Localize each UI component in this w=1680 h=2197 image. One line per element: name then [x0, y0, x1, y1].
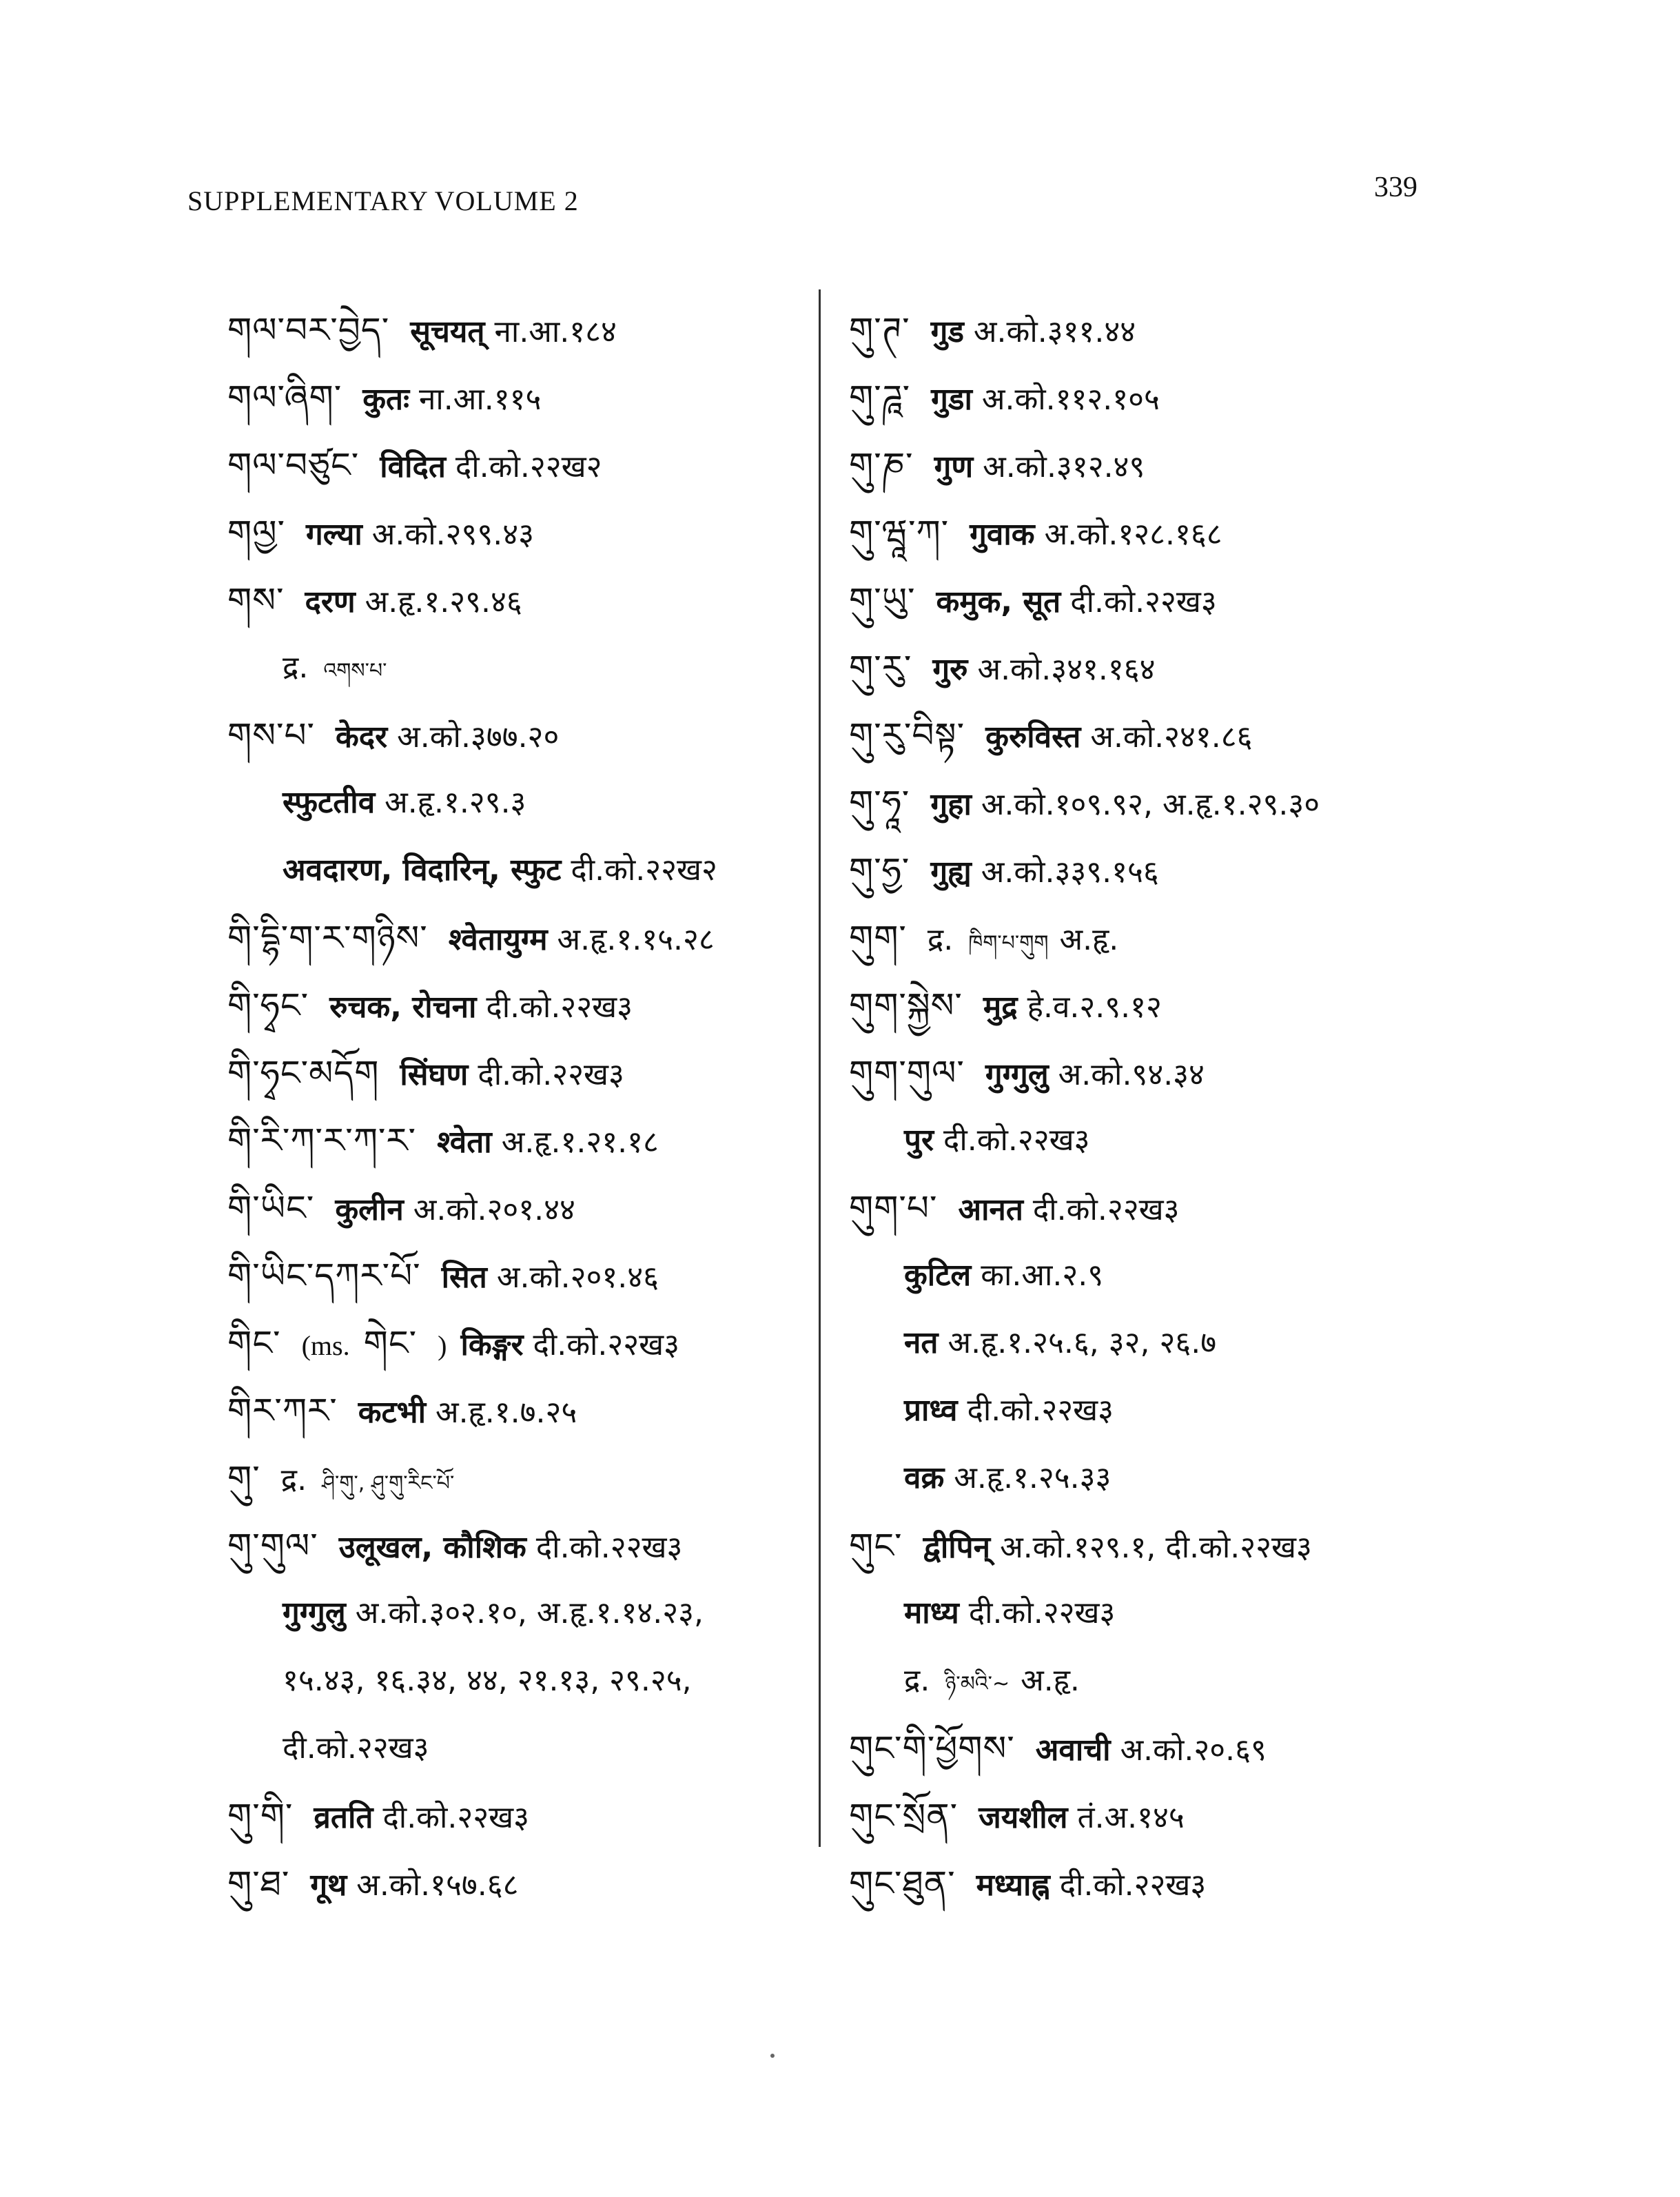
source-reference: अ.को.३४१.१६४ [977, 652, 1156, 687]
tibetan-headword: གལྱ་ [227, 513, 285, 553]
sanskrit-equivalent: सित [441, 1260, 487, 1295]
sanskrit-equivalent: गुण [934, 449, 974, 484]
tibetan-headword: གུང་གི་ཕྱོགས་ [849, 1728, 1015, 1768]
sanskrit-equivalent: गुडा [931, 382, 972, 417]
entry-continuation [849, 1242, 1538, 1309]
dictionary-entry [849, 1174, 1538, 1242]
dictionary-entry [227, 1039, 916, 1107]
source-reference: तं.अ.१४५ [1077, 1800, 1185, 1835]
source-reference: अ.को.११२.१०५ [981, 382, 1160, 417]
sanskrit-equivalent: नत [904, 1325, 939, 1360]
dictionary-entry [849, 769, 1538, 837]
tibetan-headword: གུང་ཐུན་ [849, 1863, 956, 1903]
source-reference: अ.को.१२९.१, दी.को.२२ख३ [1000, 1530, 1312, 1565]
tibetan-headword: གུང་སྲོན་ [849, 1796, 959, 1836]
tibetan-headword: གུག་པ་ [849, 1188, 938, 1228]
tibetan-headword: གི་དྷི་ག་ར་གཉིས་ [227, 918, 428, 958]
sanskrit-equivalent: गुवाक [970, 517, 1035, 552]
tibetan-headword: གུང་ [849, 1526, 903, 1566]
source-reference: अ.को.२०१.४६ [496, 1260, 659, 1295]
entry-continuation [227, 769, 916, 837]
sanskrit-equivalent: केदर [336, 719, 388, 755]
sanskrit-equivalent: माध्य [904, 1595, 959, 1631]
source-reference: दी.को.२२ख३ [533, 1327, 680, 1362]
dictionary-entry [849, 296, 1538, 364]
source-reference: दी.को.२२ख३ [478, 1057, 624, 1092]
sanskrit-equivalent: गुहा [930, 787, 972, 822]
tibetan-headword: གལ་བར་བྱེད་ [227, 310, 390, 350]
sanskrit-equivalent: उलूखल, कौशिक [338, 1530, 526, 1565]
source-reference: अ.हृ.१.२९.३ [385, 785, 526, 820]
dictionary-entry [227, 1512, 916, 1580]
dictionary-entry [227, 972, 916, 1039]
sanskrit-equivalent: कुरुविस्त [985, 719, 1081, 755]
entry-continuation [849, 1377, 1538, 1444]
sanskrit-equivalent: अवदारण, विदारिन्, स्फुट [283, 852, 562, 888]
sanskrit-equivalent: प्राध्व [904, 1393, 958, 1428]
dictionary-entry [849, 1039, 1538, 1107]
sanskrit-equivalent: सूचयत् [410, 314, 485, 349]
source-reference: अ.को.२९९.४३ [371, 517, 534, 552]
cross-reference-target: ཁིག་པ་གུག [968, 931, 1049, 955]
source-reference: अ.को.३११.४४ [973, 314, 1136, 349]
dictionary-entry [227, 1850, 916, 1917]
tibetan-headword: གུ་ཎ་ [849, 445, 914, 485]
dictionary-entry [849, 566, 1538, 634]
sanskrit-equivalent: जयशील [979, 1800, 1068, 1835]
source-reference: दी.को.२२ख२ [455, 449, 602, 484]
dictionary-entry [849, 837, 1538, 904]
tibetan-headword: གས་ [227, 580, 285, 620]
source-reference: का.आ.२.९ [981, 1258, 1104, 1293]
sanskrit-equivalent: कमुक, सूत [936, 584, 1061, 620]
dictionary-entry [227, 566, 916, 634]
entry-continuation [849, 1444, 1538, 1512]
tibetan-headword: གུ་ཝཱ་ཀ་ [849, 513, 950, 553]
dictionary-entry [227, 1309, 916, 1377]
sanskrit-equivalent: किङ्गर [460, 1327, 524, 1362]
entry-continuation [227, 837, 916, 904]
source-reference: ना.आ.१८४ [494, 314, 617, 349]
tibetan-headword: གུག་ [849, 918, 907, 958]
source-reference: दी.को.२२ख३ [1059, 1868, 1207, 1903]
tibetan-headword: གལ་ཞིག་ [227, 378, 342, 418]
sanskrit-equivalent: कुटिल [904, 1258, 972, 1293]
source-reference: अ.हृ. [1059, 922, 1119, 957]
sanskrit-equivalent: व्रतति [314, 1800, 373, 1835]
entry-continuation [849, 1580, 1538, 1647]
entry-continuation [227, 1580, 916, 1647]
source-reference: अ.हृ.१.२५.६, ३२, २६.७ [947, 1325, 1217, 1360]
source-reference: अ.को.९४.३४ [1058, 1057, 1205, 1092]
source-reference: अ.को.२०१.४४ [413, 1192, 575, 1227]
tibetan-headword: གི་ཧྭང་མདོག [227, 1053, 380, 1093]
cross-reference-marker: द्र. [280, 1462, 307, 1498]
source-reference: अ.हृ.१.१५.२८ [557, 922, 715, 957]
manuscript-note-open: (ms. [301, 1330, 350, 1361]
sanskrit-equivalent: रुचक, रोचना [329, 990, 477, 1025]
source-reference: अ.को.१२८.१६८ [1044, 517, 1222, 552]
source-reference: हे.व.२.९.१२ [1027, 990, 1162, 1025]
sanskrit-equivalent: कुतः [362, 382, 409, 417]
source-reference: दी.को.२२ख३ [283, 1730, 429, 1766]
dictionary-entry [849, 364, 1538, 431]
dictionary-entry [849, 702, 1538, 769]
tibetan-headword: གལ་བཙུང་ [227, 445, 360, 485]
right-column [849, 296, 1538, 1917]
source-reference: अ.हृ.१.२१.१८ [501, 1125, 659, 1160]
dictionary-entry [849, 634, 1538, 702]
source-reference: अ.को.२०.६९ [1120, 1733, 1267, 1768]
entry-continuation [849, 1309, 1538, 1377]
tibetan-headword: གུ་ཌཱ་ [849, 378, 911, 418]
sanskrit-equivalent: गुग्गुलु [283, 1595, 346, 1631]
dictionary-entry [849, 904, 1538, 972]
source-reference: १५.४३, १६.३४, ४४, २१.१३, २९.२५, [283, 1663, 692, 1698]
source-reference: दी.को.२२ख३ [967, 1393, 1114, 1428]
cross-reference-marker: द्र. [927, 922, 954, 957]
source-reference: ना.आ.११५ [418, 382, 542, 417]
entry-continuation [849, 1107, 1538, 1174]
page-number: 339 [1374, 172, 1417, 203]
sanskrit-equivalent: अवाची [1035, 1733, 1111, 1768]
sanskrit-equivalent: द्वीपिन् [923, 1530, 991, 1565]
entry-continuation [227, 634, 916, 702]
sanskrit-equivalent: कुलीन [335, 1192, 404, 1227]
dictionary-entry [227, 296, 916, 364]
source-reference: अ.हृ.१.२५.३३ [954, 1460, 1112, 1495]
tibetan-headword: གིར་ཀར་ [227, 1391, 338, 1431]
sanskrit-equivalent: दरण [305, 584, 356, 620]
dictionary-entry [227, 1107, 916, 1174]
cross-reference-marker: द्र. [904, 1663, 930, 1698]
cross-reference-marker: द्र. [283, 650, 309, 685]
tibetan-headword: གས་པ་ [227, 715, 315, 755]
source-reference: दी.को.२२ख२ [571, 852, 717, 888]
sanskrit-equivalent: गुह्य [930, 855, 972, 890]
sanskrit-equivalent: विदित [380, 449, 446, 484]
dictionary-entry [227, 431, 916, 499]
dictionary-entry [227, 904, 916, 972]
tibetan-headword: གུ་ [227, 1458, 260, 1498]
dictionary-entry [849, 1782, 1538, 1850]
page-speck [770, 2054, 775, 2058]
manuscript-note-close: ) [438, 1330, 447, 1361]
dictionary-entry [227, 499, 916, 566]
dictionary-entry [227, 702, 916, 769]
source-reference: अ.हृ. [1021, 1663, 1080, 1698]
tibetan-headword: གུ་ཊ་ [849, 310, 910, 350]
tibetan-headword: གིང་ [227, 1323, 281, 1363]
source-reference: अ.को.२४१.८६ [1090, 719, 1253, 755]
tibetan-headword: གུ་རུ་བིསྟ་ [849, 715, 965, 755]
running-head: SUPPLEMENTARY VOLUME 2 [187, 185, 579, 216]
source-reference: अ.को.३३९.१५६ [981, 855, 1159, 890]
entry-continuation [227, 1647, 916, 1715]
manuscript-variant: གེང་ [363, 1323, 418, 1363]
source-reference: दी.को.२२ख३ [968, 1595, 1116, 1631]
tibetan-headword: གུག་གུལ་ [849, 1053, 965, 1093]
source-reference: अ.को.१०९.९२, अ.हृ.१.२९.३० [981, 787, 1320, 822]
dictionary-entry [849, 1512, 1538, 1580]
sanskrit-equivalent: गुड [930, 314, 964, 349]
source-reference: दी.को.२२ख३ [1070, 584, 1217, 620]
tibetan-headword: གུ་ཡུ་ [849, 580, 916, 620]
tibetan-headword: གུག་སྐྱེས་ [849, 985, 963, 1025]
source-reference: दी.को.२२ख३ [1032, 1192, 1180, 1227]
tibetan-headword: གི་ཧྭང་ [227, 985, 309, 1025]
sanskrit-equivalent: श्वेता [437, 1125, 492, 1160]
dictionary-entry [849, 499, 1538, 566]
tibetan-headword: གི་རི་ཀ་ར་ཀ་ར་ [227, 1121, 417, 1161]
sanskrit-equivalent: गुग्गुलु [985, 1057, 1049, 1092]
dictionary-entry [227, 1444, 916, 1512]
dictionary-entry [849, 1715, 1538, 1782]
dictionary-entry [227, 1174, 916, 1242]
source-reference: अ.को.३१२.४९ [983, 449, 1145, 484]
source-reference: अ.को.१५७.६८ [356, 1868, 519, 1903]
entry-continuation [227, 1715, 916, 1782]
sanskrit-equivalent: पुर [904, 1123, 934, 1158]
sanskrit-equivalent: गल्या [306, 517, 362, 552]
sanskrit-equivalent: श्वेतायुग्म [448, 922, 548, 957]
cross-reference-target: ཉི་མའི་~ [945, 1672, 1010, 1696]
tibetan-headword: གུ་གི་ [227, 1796, 294, 1836]
tibetan-headword: གུ་གུལ་ [227, 1526, 318, 1566]
source-reference: अ.हृ.१.२९.४६ [365, 584, 522, 620]
sanskrit-equivalent: गूथ [310, 1868, 347, 1903]
sanskrit-equivalent: वक्र [904, 1460, 945, 1495]
tibetan-headword: གུ་རུ་ [849, 648, 912, 688]
dictionary-entry [227, 1782, 916, 1850]
tibetan-headword: གུ་ཧཱ་ [849, 783, 910, 823]
source-reference: अ.हृ.१.७.२५ [436, 1395, 577, 1430]
sanskrit-equivalent: कटभी [358, 1395, 426, 1430]
sanskrit-equivalent: मुद्र [983, 990, 1018, 1025]
cross-reference-target: འགས་པ་ [323, 659, 387, 683]
tibetan-headword: གི་ཡིང་དཀར་པོ་ [227, 1256, 421, 1296]
dictionary-entry [849, 1850, 1538, 1917]
sanskrit-equivalent: सिंघण [400, 1057, 469, 1092]
source-reference: दी.को.२२ख३ [943, 1123, 1090, 1158]
entry-continuation [849, 1647, 1538, 1715]
column-divider [819, 289, 821, 1847]
left-column [227, 296, 916, 1917]
tibetan-headword: གི་ཡིང་ [227, 1188, 315, 1228]
tibetan-headword: གུ་ཧྱ་ [849, 850, 910, 890]
source-reference: दी.को.२२ख३ [535, 1530, 683, 1565]
sanskrit-equivalent: स्फुटतीव [283, 785, 376, 820]
source-reference: अ.को.३७७.२० [397, 719, 560, 755]
sanskrit-equivalent: मध्याह्न [976, 1868, 1050, 1903]
source-reference: अ.को.३०२.१०, अ.हृ.१.१४.२३, [355, 1595, 704, 1631]
tibetan-headword: གུ་ཐ་ [227, 1863, 290, 1903]
dictionary-entry [849, 972, 1538, 1039]
dictionary-entry [227, 364, 916, 431]
source-reference: दी.को.२२ख३ [382, 1800, 529, 1835]
dictionary-entry [227, 1242, 916, 1309]
source-reference: दी.को.२२ख३ [486, 990, 633, 1025]
dictionary-entry [227, 1377, 916, 1444]
dictionary-entry [849, 431, 1538, 499]
sanskrit-equivalent: आनत [958, 1192, 1023, 1227]
cross-reference-target: ཤི་གུ་, ཤུ་གུ་རིང་པོ་ [322, 1471, 455, 1495]
sanskrit-equivalent: गुरु [932, 652, 968, 687]
